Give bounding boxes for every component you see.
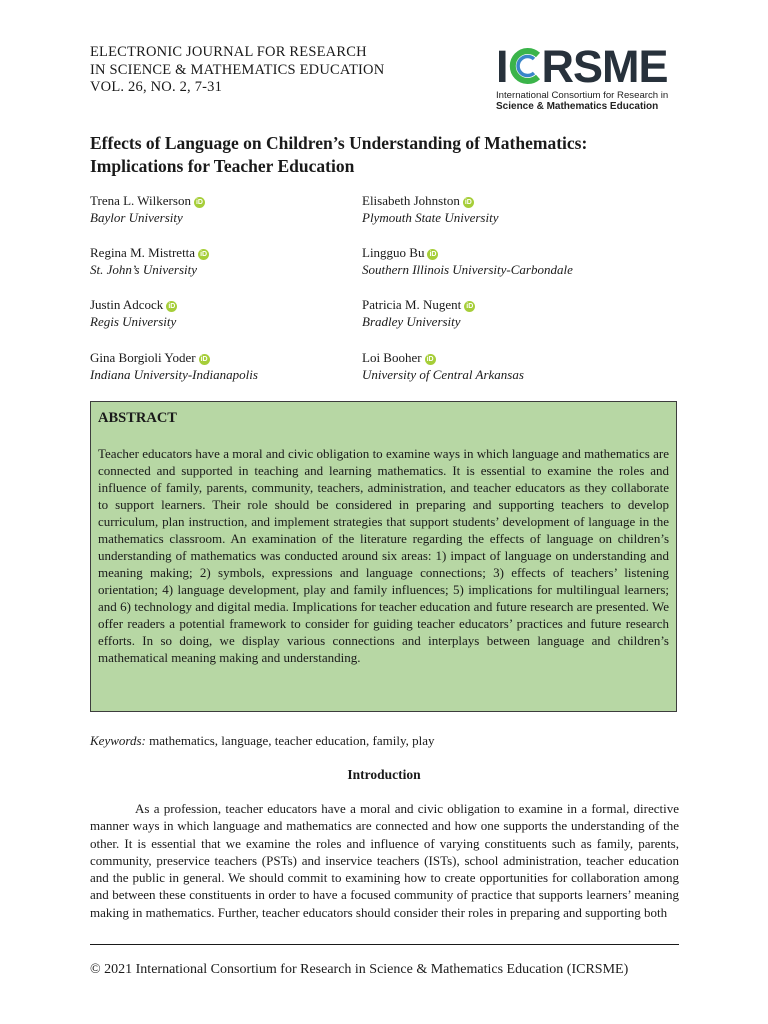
orcid-icon[interactable]: iD	[429, 251, 437, 258]
author-entry	[362, 192, 498, 226]
title-line2: Implications for Teacher Education	[90, 156, 355, 176]
orcid-icon[interactable]: iD	[200, 356, 208, 363]
journal-header	[90, 44, 384, 97]
article-title	[90, 132, 690, 178]
abstract-text: Teacher educators have a moral and civic obligation to examine ways in which language and mathematics are connected and supported in teaching and learning mathematics. It is essential to examine the roles and influence of family, parents, community, teachers, administration, and teacher educators as they collaborate to support learners. Their role should be considered in preparing and supporting teachers to develop curriculum, plan instruction, and implement strategies that support students’ development of language in the mathematics classroom. An examination of the literature regarding the effects of language on children’s understanding of mathematics was conducted around six areas: 1) impact of language on understanding and meaning making; 2) symbols, expressions and language connections; 3) effects of teachers’ listening orientation; 4) language development, play and family influences; 5) implications for multilingual learners; and 6) technology and digital media. Implications for teacher education and future research are presented. We offer readers a potential framework to consider for guiding teacher educators’ practices and future research efforts. In so doing, we display various connections and interplays between language and children’s mathematical meaning making and understanding.	[98, 446, 669, 665]
abstract-heading: ABSTRACT	[98, 410, 177, 426]
author-name: Gina Borgioli Yoder	[90, 350, 196, 365]
author-name: Justin Adcock	[90, 297, 164, 312]
author-entry	[362, 296, 475, 330]
author-affiliation: Southern Illinois University-Carbondale	[362, 262, 573, 277]
author-name: Loi Booher	[362, 350, 422, 365]
author-affiliation: Regis University	[90, 314, 177, 329]
introduction-paragraph: As a profession, teacher educators have a moral and civic obligation to examine in a formal, directive manner ways in which language and mathematics are connected and how one supports the understanding of the other. It is essential that we examine the roles and influence of varying constituents such as family, parents, community, preservice teachers (PSTs) and inservice teachers (ISTs), school administration, teacher education and the public in general. We should commit to examining how to create opportunities for collaboration among and between these constituents in order to have a focused community of practice that supports learners’ meaning making in mathematics. Further, teacher educators should consider their roles in preparing and supporting both	[90, 801, 679, 920]
logo-wordmark	[496, 41, 680, 92]
author-affiliation: Plymouth State University	[362, 210, 499, 225]
journal-volume: VOL. 26, NO. 2, 7-31	[90, 79, 223, 95]
author-name: Lingguo Bu	[362, 245, 425, 260]
orcid-icon[interactable]: iD	[200, 251, 208, 258]
globe-icon	[508, 45, 542, 87]
orcid-icon[interactable]: iD	[168, 303, 176, 310]
author-name: Patricia M. Nugent	[362, 297, 462, 312]
author-entry	[90, 296, 177, 330]
journal-name-line2: IN SCIENCE & MATHEMATICS EDUCATION	[90, 61, 385, 78]
author-affiliation: St. John’s University	[90, 262, 197, 277]
keywords-value: mathematics, language, teacher education, family, play	[145, 733, 435, 748]
author-name: Trena L. Wilkerson	[90, 193, 191, 208]
author-affiliation: Bradley University	[362, 314, 461, 329]
section-heading-introduction: Introduction	[347, 767, 421, 782]
footer-divider	[90, 944, 679, 945]
author-entry	[362, 244, 573, 278]
copyright-footer: © 2021 International Consortium for Research in Science & Mathematics Education (ICRSME)	[90, 962, 629, 977]
logo-letters-rsme: RSME	[541, 41, 668, 92]
abstract-box	[90, 401, 677, 712]
orcid-icon[interactable]: iD	[195, 199, 203, 206]
author-entry	[90, 192, 205, 226]
orcid-icon[interactable]: iD	[464, 199, 472, 206]
author-affiliation: University of Central Arkansas	[362, 367, 524, 382]
author-name: Regina M. Mistretta	[90, 245, 196, 260]
title-line1: Effects of Language on Children’s Understanding of Mathematics:	[90, 133, 588, 153]
author-name: Elisabeth Johnston	[362, 193, 460, 208]
orcid-icon[interactable]: iD	[426, 356, 434, 363]
logo-subtitle: International Consortium for Research in	[496, 90, 669, 101]
author-entry	[90, 349, 258, 383]
author-affiliation: Indiana University-Indianapolis	[90, 367, 258, 382]
icrsme-logo	[496, 41, 680, 112]
orcid-icon[interactable]: iD	[466, 303, 474, 310]
author-entry	[362, 349, 524, 383]
logo-subtitle-bold: Science & Mathematics Education	[496, 101, 659, 112]
journal-name-line1: ELECTRONIC JOURNAL FOR RESEARCH	[90, 44, 367, 60]
keywords	[90, 732, 435, 749]
logo-letter-i: I	[496, 41, 508, 92]
author-entry	[90, 244, 209, 278]
author-affiliation: Baylor University	[90, 210, 183, 225]
keywords-label: Keywords:	[90, 733, 146, 748]
